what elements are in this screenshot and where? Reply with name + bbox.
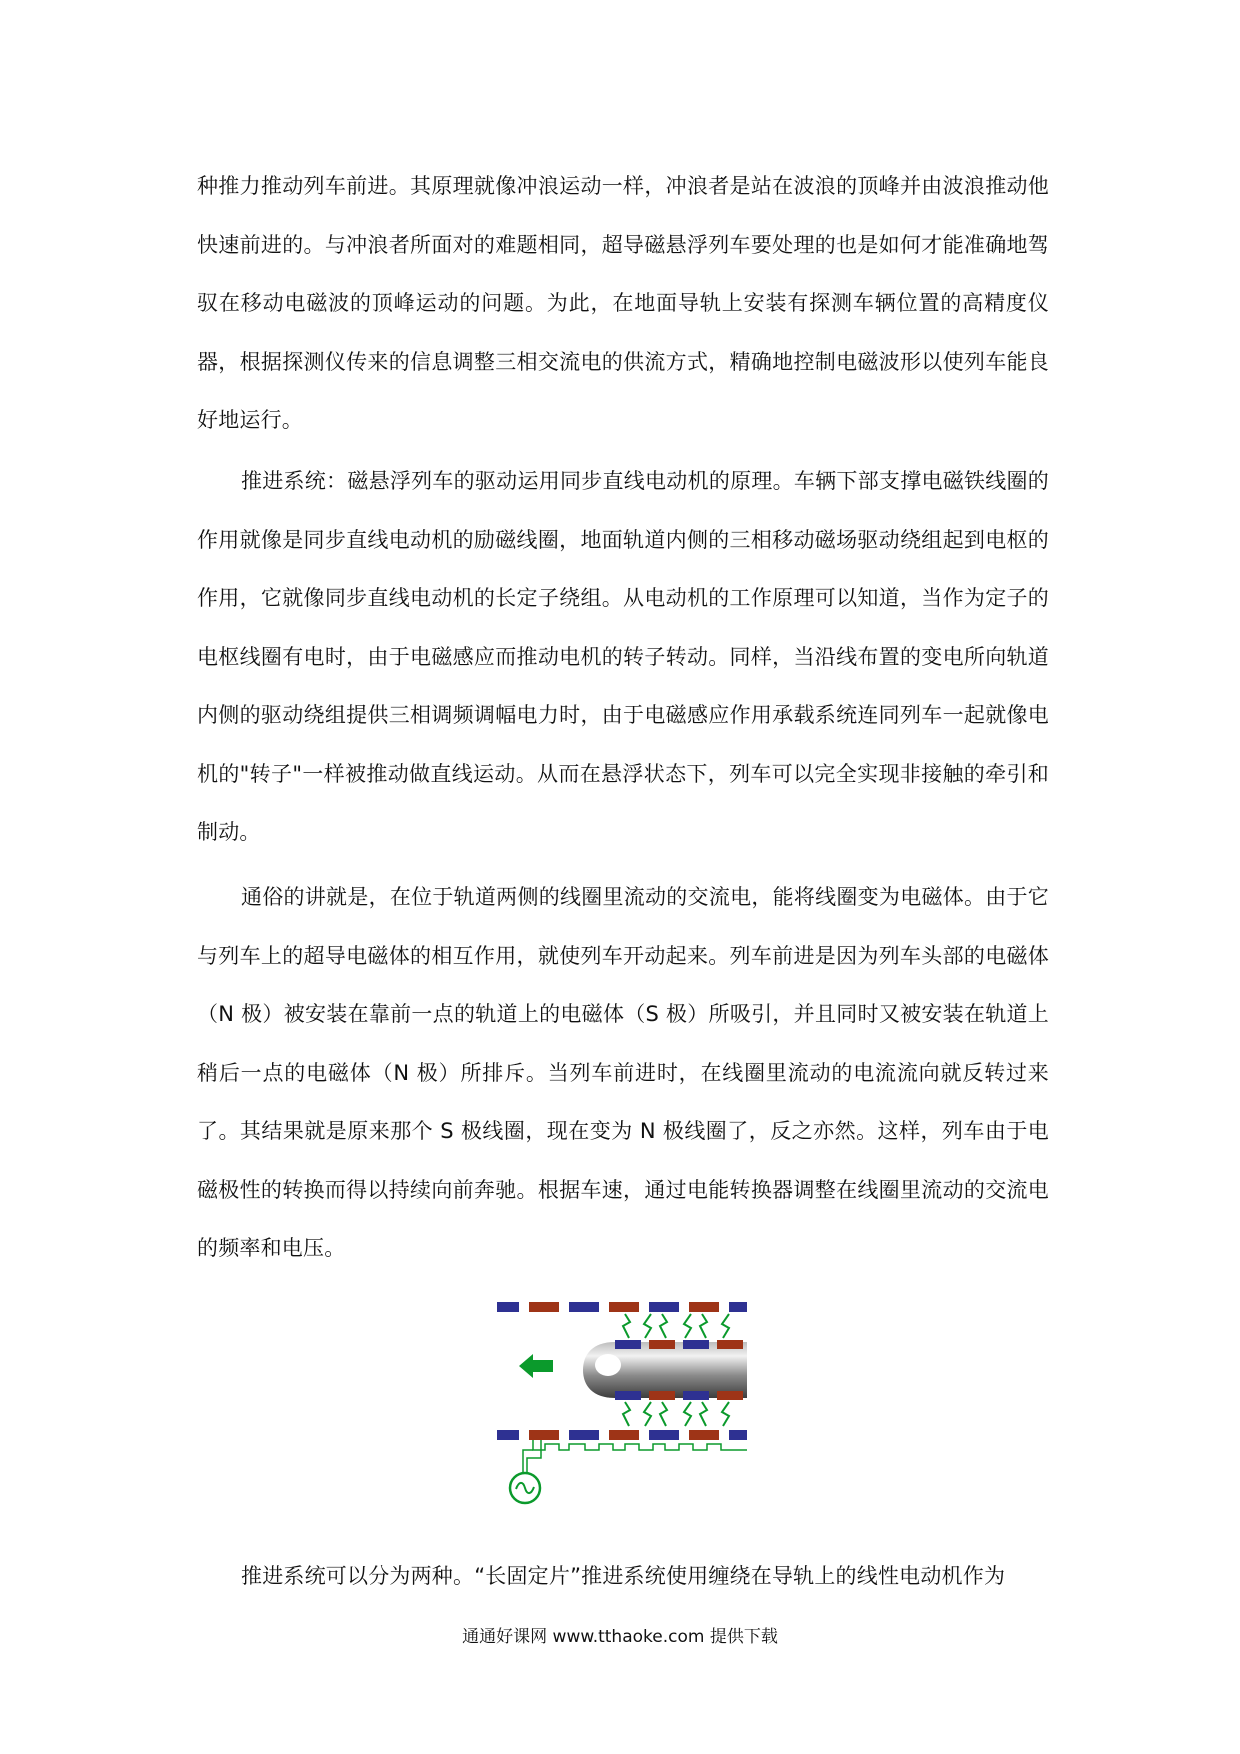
paragraph-2: 推进系统：磁悬浮列车的驱动运用同步直线电动机的原理。车辆下部支撑电磁铁线圈的作用就像是同步直线电动机的励磁线圈，地面轨道内侧的三相移动磁场驱动绕组起到电枢的作用，它就像同步直线电动机的长定子绕组。从电动机的工作原理可以知道，当作为定子的电枢线圈有电时，由于电磁感应而推动电机的转子转动。同样，当沿线布置的变电所向轨道内侧的驱动绕组提供三相调频调幅电力时，由于电磁感应作用承载系统连同列车一起就像电机的"转子"一样被推动做直线运动。从而在悬浮状态下，列车可以完全实现非接触的牵引和制动。 bbox=[197, 469, 1049, 844]
train-body bbox=[583, 1342, 747, 1398]
force-arrows-bottom bbox=[623, 1402, 729, 1426]
onboard-magnet-n bbox=[615, 1391, 641, 1400]
coil-n bbox=[649, 1302, 679, 1312]
maglev-propulsion-diagram bbox=[497, 1302, 747, 1512]
train-window bbox=[595, 1354, 621, 1376]
bottom-guideway-coils bbox=[497, 1430, 747, 1440]
coil-s bbox=[529, 1430, 559, 1440]
paragraph-3: 通俗的讲就是，在位于轨道两侧的线圈里流动的交流电，能将线圈变为电磁体。由于它与列车上的超导电磁体的相互作用，就使列车开动起来。列车前进是因为列车头部的电磁体（N 极）被安装在靠前一点的轨道上的电磁体（S 极）所吸引，并且同时又被安装在轨道上稍后一点的电磁体（N 极）所排斥。当列车前进时，在线圈里流动的电流流向就反转过来了。其结果就是原来那个 S 极线圈，现在变为 N 极线圈了，反之亦然。这样，列车由于电磁极性的转换而得以持续向前奔驰。根据车速，通过电能转换器调整在线圈里流动的交流电的频率和电压。 bbox=[197, 885, 1049, 1260]
onboard-magnet-n bbox=[615, 1340, 641, 1349]
paragraph-1: 种推力推动列车前进。其原理就像冲浪运动一样，冲浪者是站在波浪的顶峰并由波浪推动他快速前进的。与冲浪者所面对的难题相同，超导磁悬浮列车要处理的也是如何才能准确地驾驭在移动电磁波的顶峰运动的问题。为此，在地面导轨上安装有探测车辆位置的高精度仪器，根据探测仪传来的信息调整三相交流电的供流方式，精确地控制电磁波形以使列车能良好地运行。 bbox=[197, 174, 1049, 432]
coil-n bbox=[497, 1430, 519, 1440]
force-arrows-top bbox=[623, 1314, 729, 1338]
coil-n bbox=[649, 1430, 679, 1440]
feed-wiring bbox=[523, 1440, 747, 1472]
ac-source-icon bbox=[510, 1473, 540, 1503]
onboard-magnet-s bbox=[649, 1340, 675, 1349]
coil-n bbox=[569, 1302, 599, 1312]
coil-n bbox=[497, 1302, 519, 1312]
coil-s bbox=[609, 1302, 639, 1312]
onboard-magnet-n bbox=[683, 1340, 709, 1349]
coil-s bbox=[609, 1430, 639, 1440]
paragraph-4: 推进系统可以分为两种。“长固定片”推进系统使用缠绕在导轨上的线性电动机作为 bbox=[241, 1564, 1006, 1588]
onboard-magnet-s bbox=[649, 1391, 675, 1400]
coil-s bbox=[689, 1302, 719, 1312]
page-footer: 通通好课网 www.tthaoke.com 提供下载 bbox=[462, 1627, 778, 1647]
onboard-magnet-n bbox=[683, 1391, 709, 1400]
coil-n bbox=[569, 1430, 599, 1440]
coil-n bbox=[729, 1302, 747, 1312]
top-guideway-coils bbox=[497, 1302, 747, 1312]
onboard-magnet-s bbox=[717, 1340, 743, 1349]
coil-n bbox=[729, 1430, 747, 1440]
onboard-magnet-s bbox=[717, 1391, 743, 1400]
left-arrow-icon bbox=[519, 1354, 553, 1378]
coil-s bbox=[689, 1430, 719, 1440]
coil-s bbox=[529, 1302, 559, 1312]
